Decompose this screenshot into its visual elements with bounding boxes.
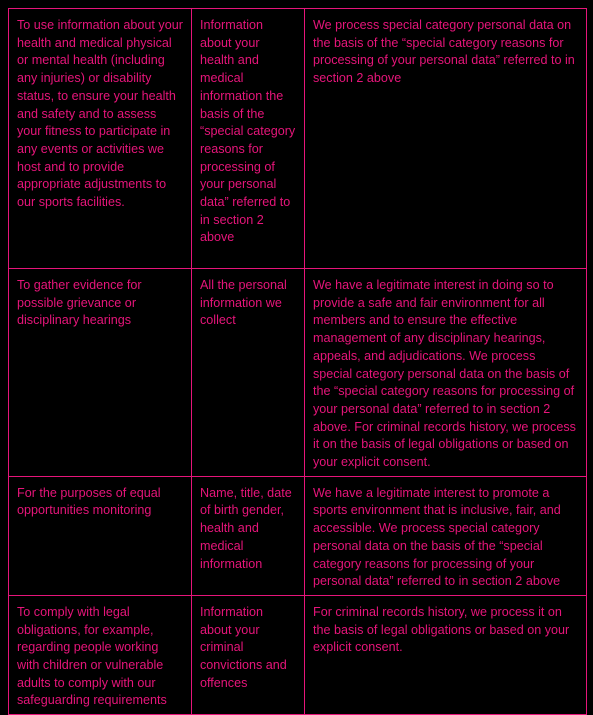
table-row (9, 269, 587, 477)
purpose-cell: To comply with legal obligations, for example, regarding people working with children or vulnerable adults to comply with our safeguarding requirements (9, 595, 192, 714)
purpose-cell: To gather evidence for possible grievance or disciplinary hearings (9, 269, 192, 477)
table-row (9, 476, 587, 595)
lawful-basis-cell: We have a legitimate interest in doing so to provide a safe and fair environment for all members and to ensure the effective management of any disciplinary hearings, appeals, and adjudications. We process special category personal data on the basis of the “special category reasons for processing of your personal data” referred to in section 2 above. For criminal records history, we process it on the basis of legal obligations or based on your explicit consent. (305, 269, 587, 477)
data-processing-table (8, 8, 587, 715)
information-cell: Information about your criminal convictions and offences (192, 595, 305, 714)
table-row (9, 595, 587, 714)
lawful-basis-cell: For criminal records history, we process it on the basis of legal obligations or based on your explicit consent. (305, 595, 587, 714)
information-cell: All the personal information we collect (192, 269, 305, 477)
purpose-cell: For the purposes of equal opportunities monitoring (9, 476, 192, 595)
information-cell: Name, title, date of birth gender, health and medical information (192, 476, 305, 595)
lawful-basis-cell: We have a legitimate interest to promote a sports environment that is inclusive, fair, and accessible. We process special category personal data on the basis of the “special category reasons for processing of your personal data” referred to in section 2 above (305, 476, 587, 595)
table-row (9, 9, 587, 269)
lawful-basis-cell: We process special category personal data on the basis of the “special category reasons for processing of your personal data” referred to in section 2 above (305, 9, 587, 269)
purpose-cell: To use information about your health and medical physical or mental health (including any injuries) or disability status, to ensure your health and safety and to assess your fitness to participate in any events or activities we host and to provide appropriate adjustments to our sports facilities. (9, 9, 192, 269)
information-cell: Information about your health and medical information the basis of the “special category reasons for processing of your personal data” referred to in section 2 above (192, 9, 305, 269)
